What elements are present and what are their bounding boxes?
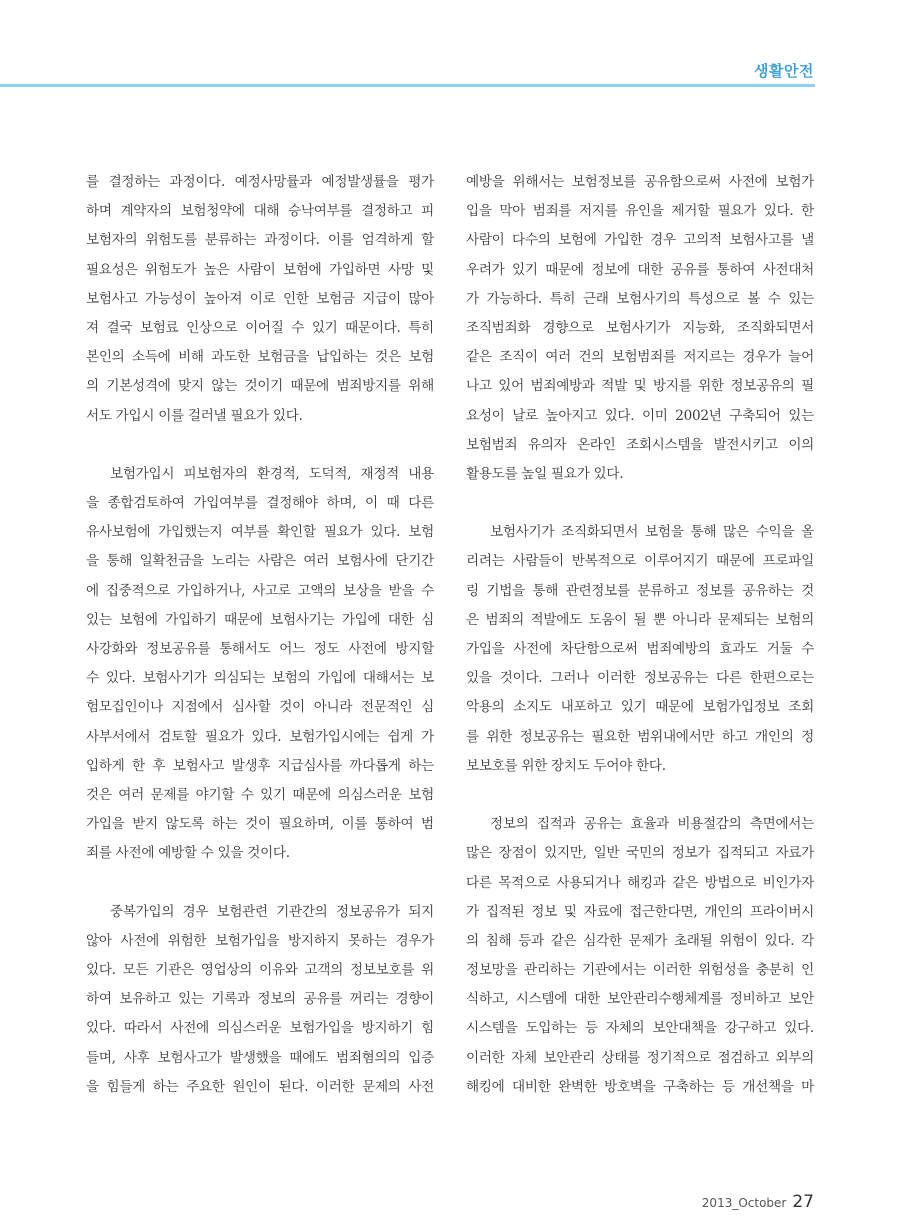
text-line: 다른 목적으로 사용되거나 해킹과 같은 방법으로 비인가자	[466, 874, 814, 891]
text-line: 보험가입시 피보험자의 환경적, 도덕적, 재정적 내용	[110, 465, 434, 482]
text-line: 하여 보유하고 있는 기록과 정보의 공유를 꺼리는 경향이	[86, 991, 434, 1008]
text-line: 죄를 사전에 예방할 수 있을 것이다.	[86, 845, 290, 862]
text-line: 리려는 사람들이 반복적으로 이루어지기 때문에 프로파일	[466, 553, 814, 570]
text-line: 가입을 사전에 차단함으로써 범죄예방의 효과도 거둘 수	[466, 641, 814, 657]
text-line: 을 통해 일확천금을 노리는 사람은 여러 보험사에 단기간	[86, 553, 434, 570]
text-line: 보보호를 위한 장치도 두어야 한다.	[466, 757, 666, 774]
text-line: 있다. 모든 기관은 영업상의 이유와 고객의 정보보호를 위	[86, 962, 434, 979]
paragraph-gap	[466, 781, 814, 810]
text-line: 우려가 있기 때문에 정보에 대한 공유를 통하여 사전대처	[466, 261, 814, 278]
text-line: 들며, 사후 보험사고가 발생했을 때에도 범죄혐의의 입증	[86, 1049, 434, 1066]
text-line: 사람이 다수의 보험에 가입한 경우 고의적 보험사고를 낼	[466, 232, 814, 249]
text-line: 가 집적된 정보 및 자료에 접근한다면, 개인의 프라이버시	[466, 903, 814, 920]
text-line: 본인의 소득에 비해 과도한 보험금을 납입하는 것은 보험	[86, 349, 434, 366]
text-line: 입을 막아 범죄를 저지를 유인을 제거할 필요가 있다. 한	[466, 203, 814, 220]
paragraph	[466, 810, 814, 1102]
text-line: 이러한 자체 보안관리 상태를 정기적으로 점검하고 외부의	[466, 1049, 814, 1066]
paragraph	[86, 460, 434, 869]
section-title: 생활안전	[754, 62, 814, 80]
text-line: 를 결정하는 과정이다. 예정사망률과 예정발생률을 평가	[86, 174, 434, 190]
text-line: 해킹에 대비한 완벽한 방호벽을 구축하는 등 개선책을 마	[466, 1078, 814, 1095]
text-line: 악용의 소지도 내포하고 있기 때문에 보험가입정보 조회	[466, 699, 814, 716]
paragraph	[466, 168, 814, 489]
text-line: 가입을 받지 않도록 하는 것이 필요하며, 이를 통하여 범	[86, 816, 434, 833]
text-line: 중복가입의 경우 보험관련 기관간의 정보공유가 되지	[110, 903, 434, 920]
text-line: 수 있다. 보험사기가 의심되는 보험의 가입에 대해서는 보	[86, 670, 434, 687]
header-rule	[0, 84, 815, 87]
text-line: 많은 장점이 있지만, 일반 국민의 정보가 집적되고 자료가	[466, 845, 814, 862]
text-line: 있는 보험에 가입하기 때문에 보험사기는 가입에 대한 심	[86, 611, 434, 628]
text-line: 유사보험에 가입했는지 여부를 확인할 필요가 있다. 보험	[86, 524, 434, 541]
text-line: 은 범죄의 적발에도 도움이 될 뿐 아니라 문제되는 보험의	[466, 611, 814, 628]
issue-label: 2013_October	[701, 1196, 787, 1210]
paragraph	[86, 168, 434, 431]
paragraph-gap	[86, 869, 434, 898]
text-line: 가 가능하다. 특히 근래 보험사기의 특성으로 볼 수 있는	[466, 290, 814, 307]
text-line: 예방을 위해서는 보험정보를 공유함으로써 사전에 보험가	[466, 174, 814, 190]
text-line: 나고 있어 범죄예방과 적발 및 방지를 위한 정보공유의 필	[466, 378, 814, 395]
text-line: 활용도를 높일 필요가 있다.	[466, 465, 624, 482]
text-line: 서도 가입시 이를 걸러낼 필요가 있다.	[86, 407, 303, 424]
right-column	[466, 168, 814, 1102]
text-line: 있다. 따라서 사전에 의심스러운 보험가입을 방지하기 힘	[86, 1020, 434, 1037]
text-line: 시스템을 도입하는 등 자체의 보안대책을 강구하고 있다.	[466, 1020, 814, 1037]
text-line: 입하게 한 후 보험사고 발생후 지급심사를 까다롭게 하는	[86, 757, 434, 774]
text-line: 것은 여러 문제를 야기할 수 있기 때문에 의심스러운 보험	[86, 786, 434, 803]
text-line: 에 집중적으로 가입하거나, 사고로 고액의 보상을 받을 수	[86, 582, 434, 599]
text-line: 있을 것이다. 그러나 이러한 정보공유는 다른 한편으로는	[466, 670, 814, 687]
text-line: 의 침해 등과 같은 심각한 문제가 초래될 위험이 있다. 각	[466, 932, 814, 949]
text-line: 보험사고 가능성이 높아져 이로 인한 보험금 지급이 많아	[86, 290, 434, 307]
text-line: 을 힘들게 하는 주요한 원인이 된다. 이러한 문제의 사전	[86, 1078, 434, 1095]
paragraph	[466, 518, 814, 781]
text-line: 필요성은 위험도가 높은 사람이 보험에 가입하면 사망 및	[86, 261, 434, 278]
page-footer	[702, 1192, 814, 1212]
text-line: 사부서에서 검토할 필요가 있다. 보험가입시에는 쉽게 가	[86, 728, 434, 745]
left-column	[86, 168, 434, 1102]
text-line: 를 위한 정보공유는 필요한 범위내에서만 하고 개인의 정	[466, 728, 814, 745]
text-line: 하며 계약자의 보험청약에 대해 승낙여부를 결정하고 피	[86, 203, 434, 220]
text-line: 식하고, 시스템에 대한 보안관리수행체계를 정비하고 보안	[466, 991, 814, 1008]
text-line: 조직범죄화 경향으로 보험사기가 지능화, 조직화되면서	[466, 319, 814, 336]
text-line: 보험자의 위험도를 분류하는 과정이다. 이를 엄격하게 할	[86, 232, 434, 249]
text-line: 링 기법을 통해 관련정보를 분류하고 정보를 공유하는 것	[466, 582, 814, 599]
text-line: 정보망을 관리하는 기관에서는 이러한 위험성을 충분히 인	[466, 962, 814, 979]
paragraph	[86, 898, 434, 1102]
text-line: 험모집인이나 지점에서 심사할 것이 아니라 전문적인 심	[86, 699, 434, 716]
text-line: 보험범죄 유의자 온라인 조회시스템을 발전시키고 이의	[466, 436, 814, 453]
text-line: 않아 사전에 위험한 보험가입을 방지하지 못하는 경우가	[86, 932, 434, 949]
paragraph-gap	[466, 489, 814, 518]
text-line: 의 기본성격에 맞지 않는 것이기 때문에 범죄방지를 위해	[86, 378, 434, 395]
text-line: 같은 조직이 여러 건의 보험범죄를 저지르는 경우가 늘어	[466, 349, 814, 366]
page-number: 27	[792, 1192, 814, 1212]
text-line: 보험사기가 조직화되면서 보험을 통해 많은 수익을 올	[490, 524, 814, 541]
text-line: 요성이 날로 높아지고 있다. 이미 2002년 구축되어 있는	[466, 407, 814, 424]
text-line: 사강화와 정보공유를 통해서도 어느 정도 사전에 방지할	[86, 641, 434, 657]
paragraph-gap	[86, 431, 434, 460]
text-line: 져 결국 보험료 인상으로 이어질 수 있기 때문이다. 특히	[86, 319, 434, 336]
text-line: 을 종합검토하여 가입여부를 결정해야 하며, 이 때 다른	[86, 495, 434, 512]
text-line: 정보의 집적과 공유는 효율과 비용절감의 측면에서는	[490, 816, 814, 833]
